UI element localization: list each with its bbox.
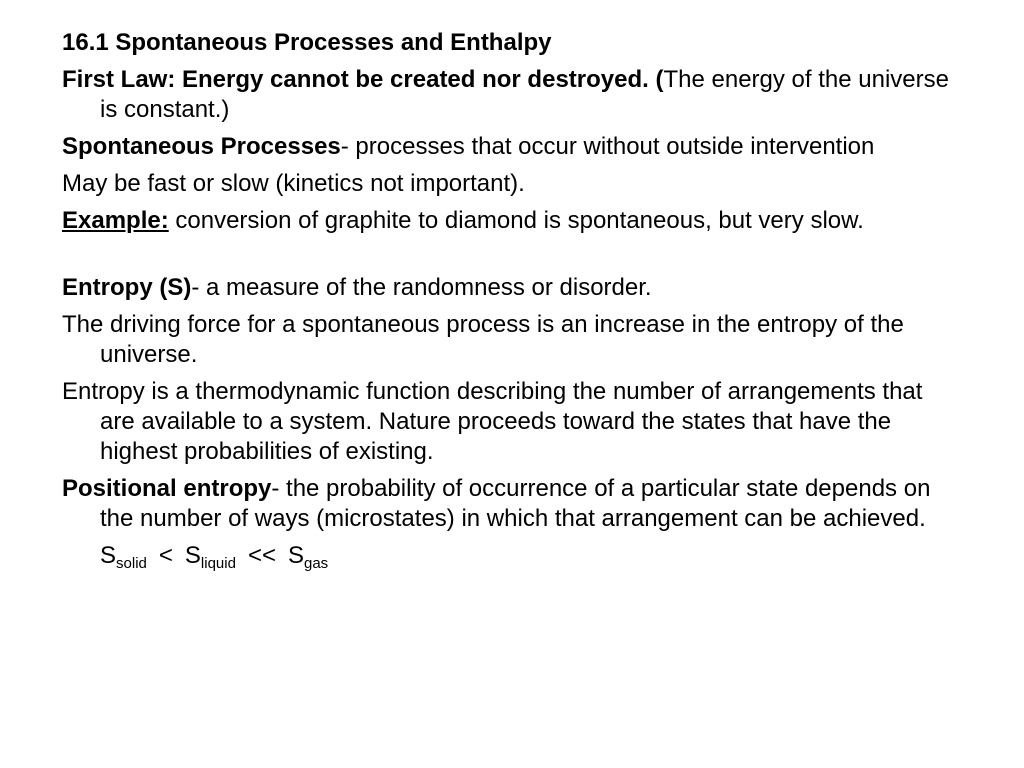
formula-sub-solid: solid — [116, 555, 147, 572]
example-paragraph — [62, 206, 962, 236]
thermodynamic-function-paragraph: Entropy is a thermodynamic function describing the number of arrangements that are available to a system. Nature proceeds toward the states that have the highest probabilities of existing. — [62, 378, 923, 465]
positional-entropy-definition: - the probability of occurrence of a particular state depends on the number of ways (microstates) in which that arrangement can be achieved. — [100, 475, 931, 532]
slide-content — [62, 28, 962, 571]
first-law-bold: First Law: Energy cannot be created nor destroyed. ( — [62, 66, 664, 93]
entropy-comparison-formula — [62, 541, 962, 571]
first-law-paragraph — [62, 65, 962, 125]
formula-sub-gas: gas — [303, 555, 329, 572]
driving-force-paragraph: The driving force for a spontaneous process is an increase in the entropy of the universe. — [62, 311, 904, 368]
first-law-rest: The energy of the universe is constant.) — [100, 66, 949, 123]
spontaneous-processes-term: Spontaneous Processes — [62, 133, 341, 160]
spontaneous-processes-paragraph — [62, 132, 962, 162]
formula-s-liquid: S — [184, 542, 201, 569]
formula-s-gas: S — [287, 542, 304, 569]
entropy-definition: - a measure of the randomness or disorder. — [191, 274, 652, 301]
entropy-term: Entropy (S) — [62, 274, 192, 301]
formula-sub-liquid: liquid — [200, 555, 236, 572]
example-text: conversion of graphite to diamond is spontaneous, but very slow. — [168, 207, 864, 234]
fast-slow-paragraph: May be fast or slow (kinetics not important). — [62, 170, 525, 197]
positional-entropy-term: Positional entropy — [62, 475, 272, 502]
paragraph-gap — [62, 243, 962, 273]
spontaneous-processes-definition: - processes that occur without outside intervention — [340, 133, 875, 160]
entropy-paragraph — [62, 273, 962, 303]
example-label: Example: — [62, 207, 169, 234]
positional-entropy-paragraph — [62, 474, 962, 534]
formula-s-solid: S — [100, 542, 117, 569]
formula-less-than: < — [158, 542, 173, 569]
slide-heading: 16.1 Spontaneous Processes and Enthalpy — [62, 29, 552, 56]
formula-much-less-than: << — [247, 542, 276, 569]
